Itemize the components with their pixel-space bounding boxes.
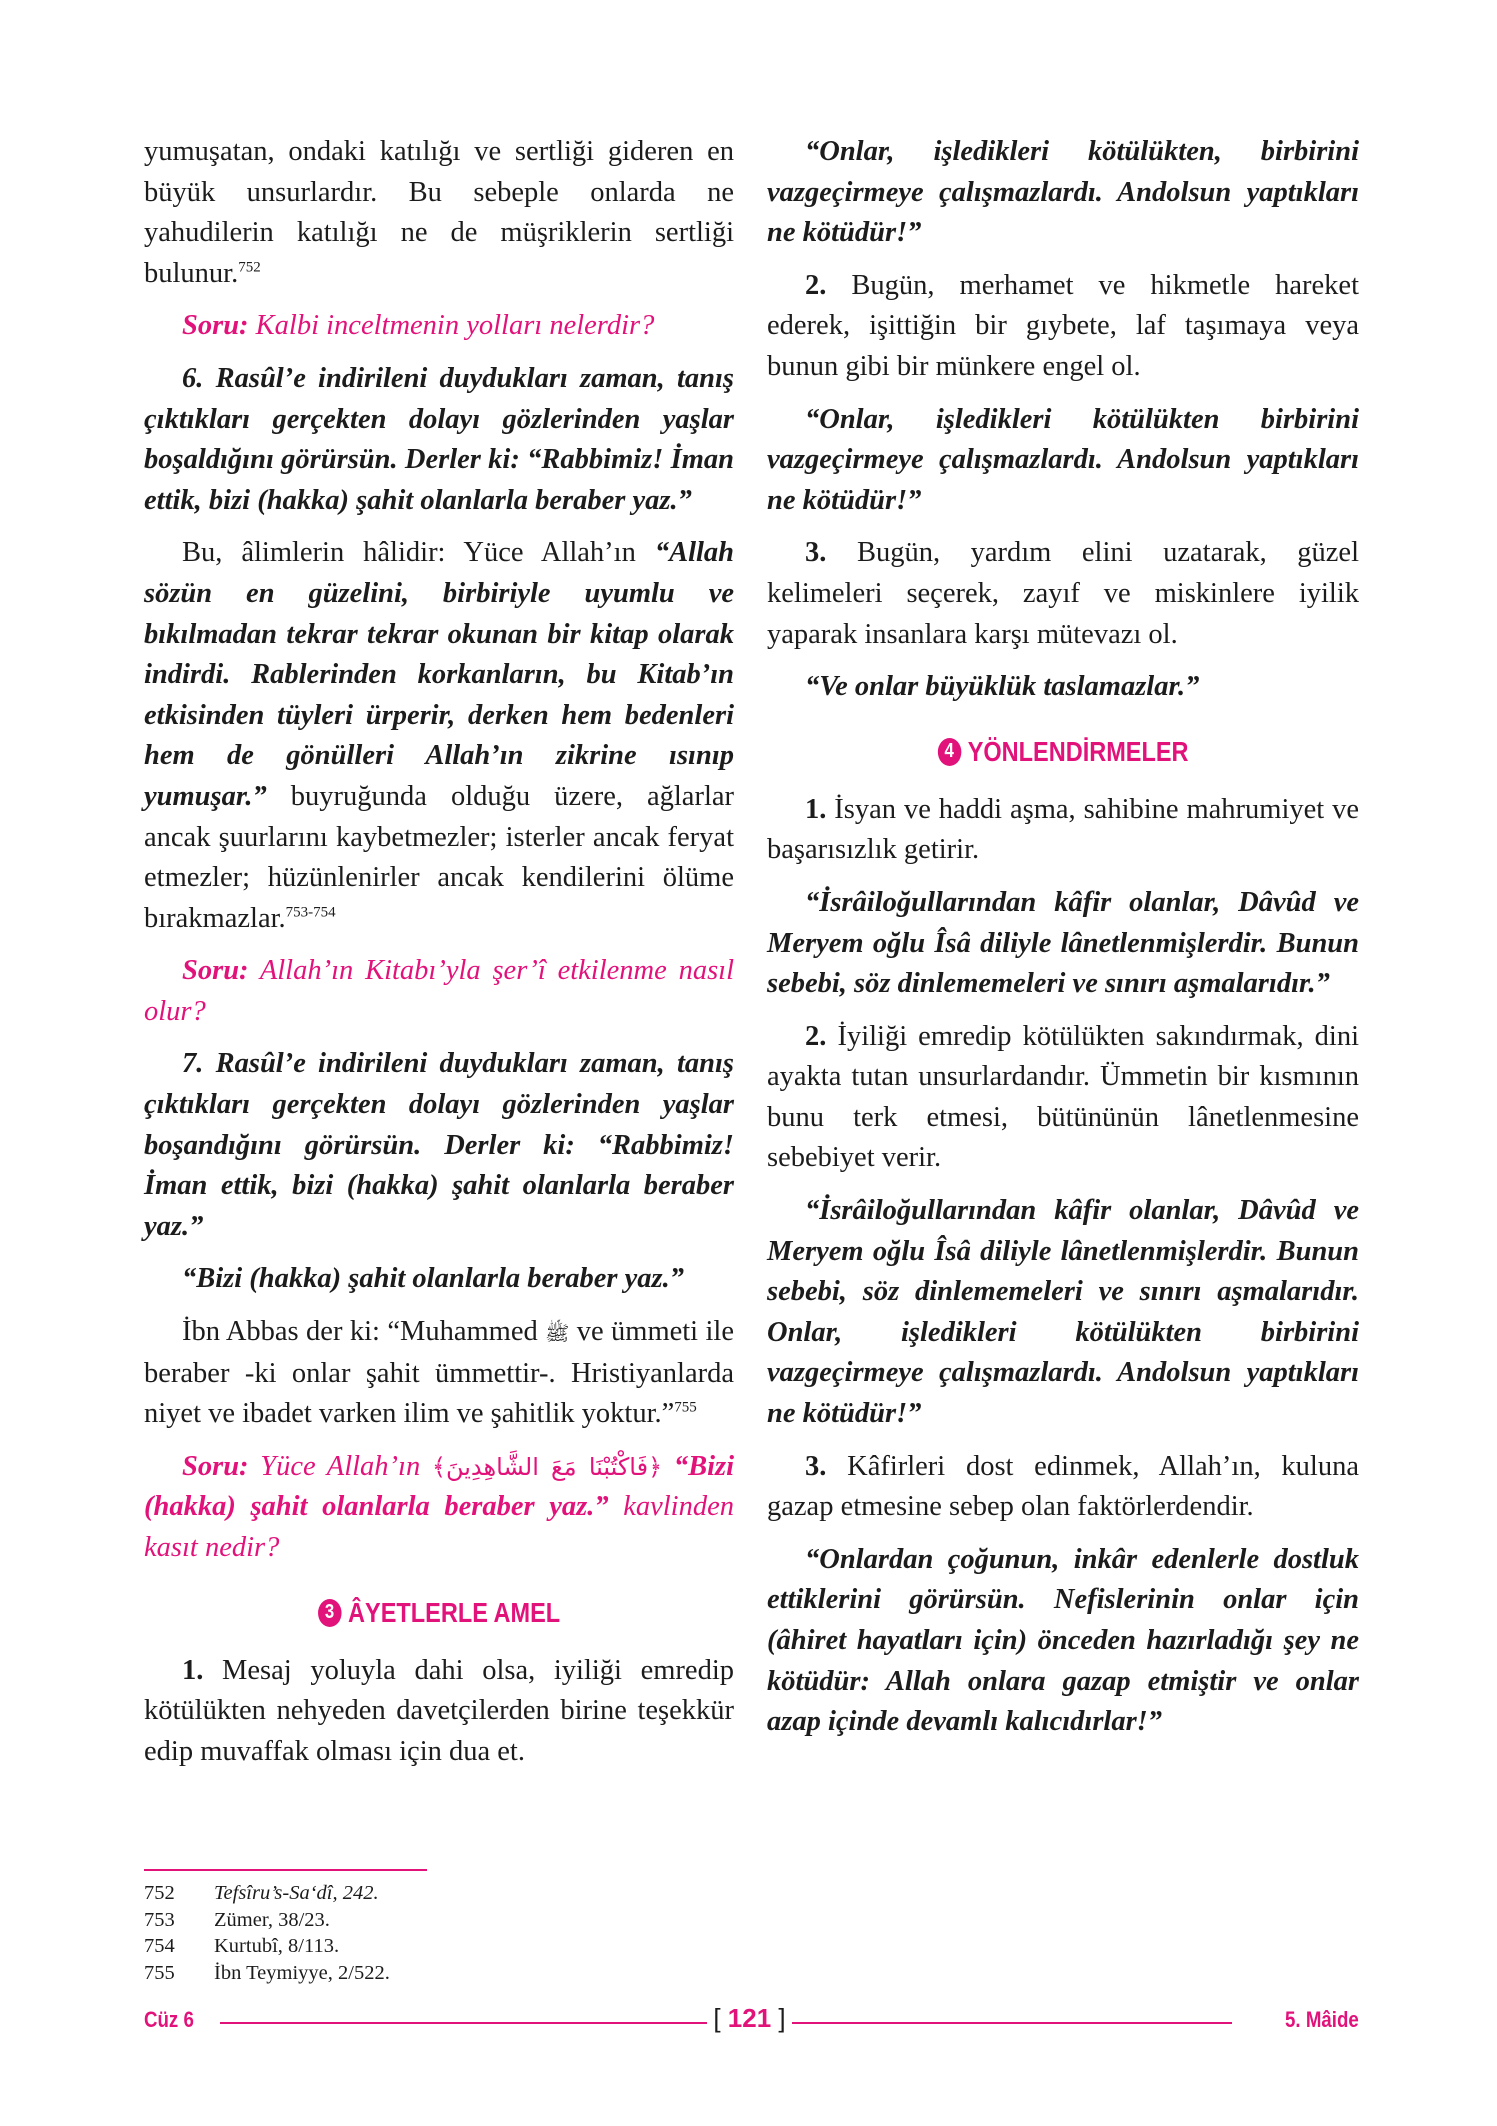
item-number: 2. — [805, 1020, 827, 1052]
footnote-text: Kurtubî, 8/113. — [214, 1935, 340, 1957]
footnote-number: 753 — [144, 1908, 175, 1931]
footnote-number: 755 — [144, 1961, 175, 1984]
verse-number: 7. — [182, 1048, 204, 1080]
paragraph — [144, 132, 734, 294]
verse-quote: “Bizi (hakka) şahit olanlarla beraber yaz.” — [182, 1263, 684, 1295]
verse-text: Rasûl’e indirileni duydukları zaman, tanış çıktıkları gerçekten dolayı gözlerinden yaşlar boşandığını görürsün. Derler ki: “Rabbimiz! İman ettik, bizi (hakka) şahit olanlarla beraber yaz.” — [144, 1048, 735, 1242]
paragraph-text: İbn Abbas der ki: “Muhammed — [182, 1316, 538, 1348]
footnote-text: Zümer, 38/23. — [214, 1908, 330, 1931]
footnote-text: Tefsîru’s-Sa‘dî, 242. — [214, 1882, 379, 1904]
paragraph-text: buyruğunda olduğu üzere, ağlarlar ancak şuurlarını kaybetmezler; isterler ancak feryat etmezler; hüzünlenirler ancak kendilerini ölüme bırakmazlar. — [144, 780, 735, 934]
section-heading-4 — [814, 736, 1311, 768]
verse-quote: “Onlardan çoğunun, inkâr edenlerle dostluk ettiklerini görürsün. Nefislerinin onlar için (âhiret hayatları için) önceden hazırladığı şey ne kötüdür: Allah onlara gazap etmiştir ve onlar azap içinde devamlı kalıcıdırlar!” — [767, 1543, 1359, 1738]
footnote — [144, 1933, 844, 1960]
question: Soru: Kalbi inceltmenin yolları nelerdir? — [182, 310, 655, 342]
question: Soru: Yüce Allah’ın ﴿فَاكْتُبْنَا مَعَ الشَّاهِدِينَ﴾ “Bizi (hakka) şahit olanlarla beraber yaz.” kavlinden kasıt nedir? — [144, 1450, 735, 1563]
list-item — [767, 790, 1359, 871]
footer-rule-right — [792, 2022, 1232, 2024]
verse-text: Rasûl’e indirileni duydukları zaman, tanış çıktıkları gerçekten dolayı gözlerinden yaşlar boşaldığını görürsün. Derler ki: “Rabbimiz! İman ettik, bizi (hakka) şahit olanlarla beraber yaz.” — [144, 362, 735, 516]
list-item — [767, 533, 1359, 655]
footnote-number: 752 — [144, 1882, 175, 1904]
footnote-text: İbn Teymiyye, 2/522. — [214, 1961, 390, 1984]
list-item — [767, 1447, 1359, 1528]
footer-rule-left — [220, 2022, 707, 2024]
question-text: Allah’ın Kitabı’yla şer’î etkilenme nasıl olur? — [144, 955, 734, 1027]
page-number-value: 121 — [727, 2003, 772, 2033]
list-item — [144, 1651, 734, 1773]
paragraph — [144, 533, 734, 939]
section-title: ÂYETLERLE AMEL — [348, 1596, 561, 1628]
paragraph-text: Bu, âlimlerin hâlidir: Yüce Allah’ın — [182, 537, 636, 569]
arabic-verse: ﴿فَاكْتُبْنَا مَعَ الشَّاهِدِينَ﴾ — [431, 1452, 663, 1481]
verse-quote: “İsrâiloğullarından kâfir olanlar, Dâvûd ve Meryem oğlu Îsâ diliyle lânetlenmişlerdir. Bunun sebebi, söz dinlememeleri ve sınırı aşmalarıdır.” — [767, 886, 1359, 1000]
section-heading-3 — [191, 1597, 687, 1629]
item-text: Bugün, merhamet ve hikmetle hareket ederek, işittiğin bir gıybete, laf taşımaya veya bunun gibi bir münkere engel ol. — [767, 269, 1359, 382]
footnotes — [144, 1880, 844, 1986]
item-text: Bugün, yardım elini uzatarak, güzel kelimeleri seçerek, zayıf ve miskinlere iyilik yaparak insanlara karşı mütevazı ol. — [767, 537, 1360, 650]
verse-item — [144, 359, 734, 521]
list-item — [767, 1017, 1359, 1179]
verse-quote: “Onlar, işledikleri kötülükten, birbirini vazgeçirmeye çalışmazlardı. Andolsun yaptıkları ne kötüdür!” — [767, 136, 1359, 249]
page-footer — [144, 2003, 1359, 2043]
paragraph-text: yumuşatan, ondaki katılığı ve sertliği gideren en büyük unsurlardır. Bu sebeple onlarda ne yahudilerin katılığı ne de müşriklerin sertliği bulunur. — [144, 136, 734, 289]
question: Soru: Allah’ın Kitabı’yla şer’î etkilenme nasıl olur? — [144, 955, 734, 1027]
question-text: kavlinden kasıt nedir? — [144, 1491, 734, 1563]
item-number: 1. — [182, 1654, 204, 1686]
item-number: 2. — [805, 269, 827, 301]
footnote — [144, 1907, 844, 1934]
footnote — [144, 1960, 844, 1987]
question-text: Kalbi inceltmenin yolları nelerdir? — [255, 310, 655, 342]
footnote-ref[interactable]: 753-754 — [285, 904, 336, 921]
footnote — [144, 1880, 844, 1907]
left-column — [144, 132, 734, 1784]
salawat-symbol: ﷺ — [545, 1321, 570, 1346]
verse-item — [144, 1044, 734, 1247]
verse-quote: “İsrâiloğullarından kâfir olanlar, Dâvûd ve Meryem oğlu Îsâ diliyle lânetlenmişlerdir. Bunun sebebi, söz dinlememeleri ve sınırı aşmalarıdır. Onlar, işledikleri kötülükten birbirini vazgeçirmeye çalışmazlardı. Andolsun yaptıkları ne kötüdür!” — [767, 1195, 1359, 1430]
question-text: Yüce Allah’ın — [260, 1450, 421, 1482]
verse-quote: “Allah sözün en güzelini, birbiriyle uyumlu ve bıkılmadan tekrar tekrar okunan bir kitap olarak indirdi. Rablerinden korkanların, bu Kitab’ın etkisinden tüyleri ürperir, derken hem bedenleri hem de gönülleri Allah’ın zikrine ısınıp yumuşar.” — [144, 537, 735, 812]
footnote-ref[interactable]: 755 — [674, 1399, 697, 1416]
item-number: 3. — [805, 537, 827, 569]
section-number-badge: 4 — [937, 738, 961, 766]
list-item — [767, 266, 1359, 388]
item-number: 1. — [805, 793, 827, 825]
paragraph-text: ve ümmeti ile beraber -ki onlar şahit ümmettir-. Hristiyanlarda niyet ve ibadet varken ilim ve şahitlik yoktur.” — [144, 1316, 734, 1430]
item-number: 3. — [805, 1450, 827, 1482]
item-text: Mesaj yoluyla dahi olsa, iyiliği emredip kötülükten nehyeden davetçilerden birine teşekkür edip muvaffak olması için dua et. — [144, 1654, 734, 1767]
question-quote: “Bizi (hakka) şahit olanlarla beraber yaz.” — [144, 1450, 735, 1523]
juz-label: Cüz 6 — [144, 2007, 194, 2032]
verse-quote: “Onlar, işledikleri kötülükten birbirini vazgeçirmeye çalışmazlardı. Andolsun yaptıkları ne kötüdür!” — [767, 403, 1359, 516]
verse-number: 6. — [182, 362, 204, 394]
section-title: YÖNLENDİRMELER — [967, 735, 1189, 767]
right-column — [767, 132, 1359, 1755]
paragraph — [144, 1312, 734, 1435]
item-text: İyiliği emredip kötülükten sakındırmak, dini ayakta tutan unsurlardandır. Ümmetin bir kısmının bunu terk etmesi, bütününün lânetlenmesine sebebiyet verir. — [767, 1020, 1360, 1174]
item-text: Kâfirleri dost edinmek, Allah’ın, kuluna gazap etmesine sebep olan faktörlerdendir. — [767, 1450, 1359, 1523]
section-number-badge: 3 — [318, 1599, 342, 1627]
surah-label: 5. Mâide — [1285, 2007, 1359, 2032]
bracket-close: ] — [778, 2003, 786, 2033]
footnote-ref[interactable]: 752 — [238, 259, 261, 276]
footnote-number: 754 — [144, 1935, 175, 1957]
verse-quote: “Ve onlar büyüklük taslamazlar.” — [805, 671, 1200, 703]
footnote-divider — [144, 1869, 427, 1871]
bracket-open: [ — [713, 2003, 721, 2033]
page-number — [707, 2003, 792, 2034]
item-text: İsyan ve haddi aşma, sahibine mahrumiyet ve başarısızlık getirir. — [767, 793, 1359, 866]
